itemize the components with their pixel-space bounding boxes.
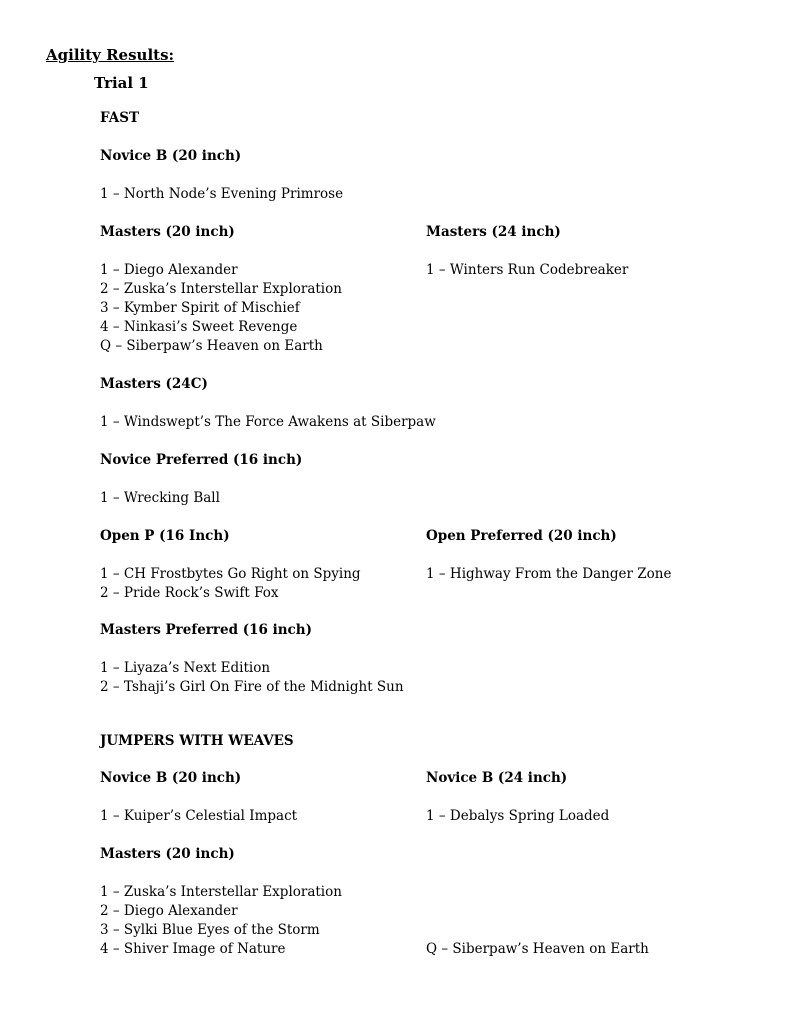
fast-open-preferred-20-heading: Open Preferred (20 inch): [426, 528, 617, 544]
jww-masters-20-result: 4 – Shiver Image of Nature: [100, 941, 286, 957]
jww-novice-b-24-result: 1 – Debalys Spring Loaded: [426, 808, 610, 824]
jww-novice-b-24-heading: Novice B (24 inch): [426, 770, 568, 786]
fast-masters-preferred-16-result: 2 – Tshaji’s Girl On Fire of the Midnight Sun: [100, 679, 404, 695]
fast-novice-preferred-16-result: 1 – Wrecking Ball: [100, 490, 220, 506]
fast-masters-preferred-16-heading: Masters Preferred (16 inch): [100, 622, 312, 638]
fast-novice-preferred-16-heading: Novice Preferred (16 inch): [100, 452, 303, 468]
fast-masters-20-result: 3 – Kymber Spirit of Mischief: [100, 300, 300, 316]
fast-masters-20-result: 4 – Ninkasi’s Sweet Revenge: [100, 319, 298, 335]
jww-masters-20-result: 3 – Sylki Blue Eyes of the Storm: [100, 922, 320, 938]
fast-masters-24c-result: 1 – Windswept’s The Force Awakens at Siberpaw: [100, 414, 436, 430]
fast-masters-20-heading: Masters (20 inch): [100, 224, 235, 240]
trial-label: Trial 1: [94, 74, 149, 92]
fast-masters-24-heading: Masters (24 inch): [426, 224, 561, 240]
fast-novice-b-20-result: 1 – North Node’s Evening Primrose: [100, 186, 344, 202]
fast-novice-b-20-heading: Novice B (20 inch): [100, 148, 242, 164]
fast-open-p-16-result: 2 – Pride Rock’s Swift Fox: [100, 585, 279, 601]
fast-masters-preferred-16-result: 1 – Liyaza’s Next Edition: [100, 660, 271, 676]
fast-masters-20-result: Q – Siberpaw’s Heaven on Earth: [100, 338, 323, 354]
fast-masters-20-result: 1 – Diego Alexander: [100, 262, 238, 278]
jww-novice-b-20-heading: Novice B (20 inch): [100, 770, 242, 786]
fast-open-p-16-result: 1 – CH Frostbytes Go Right on Spying: [100, 566, 361, 582]
jww-masters-20-result: 2 – Diego Alexander: [100, 903, 238, 919]
jww-masters-20-result: 1 – Zuska’s Interstellar Exploration: [100, 884, 342, 900]
jww-masters-20-heading: Masters (20 inch): [100, 846, 235, 862]
jww-masters-20-q-result: Q – Siberpaw’s Heaven on Earth: [426, 941, 649, 957]
page-heading: Agility Results:: [46, 46, 175, 64]
jww-title: JUMPERS WITH WEAVES: [100, 733, 294, 749]
fast-title: FAST: [100, 110, 140, 126]
fast-masters-24-result: 1 – Winters Run Codebreaker: [426, 262, 629, 278]
fast-masters-24c-heading: Masters (24C): [100, 376, 208, 392]
fast-open-preferred-20-result: 1 – Highway From the Danger Zone: [426, 566, 672, 582]
fast-masters-20-result: 2 – Zuska’s Interstellar Exploration: [100, 281, 342, 297]
fast-open-p-16-heading: Open P (16 Inch): [100, 528, 230, 544]
jww-novice-b-20-result: 1 – Kuiper’s Celestial Impact: [100, 808, 298, 824]
